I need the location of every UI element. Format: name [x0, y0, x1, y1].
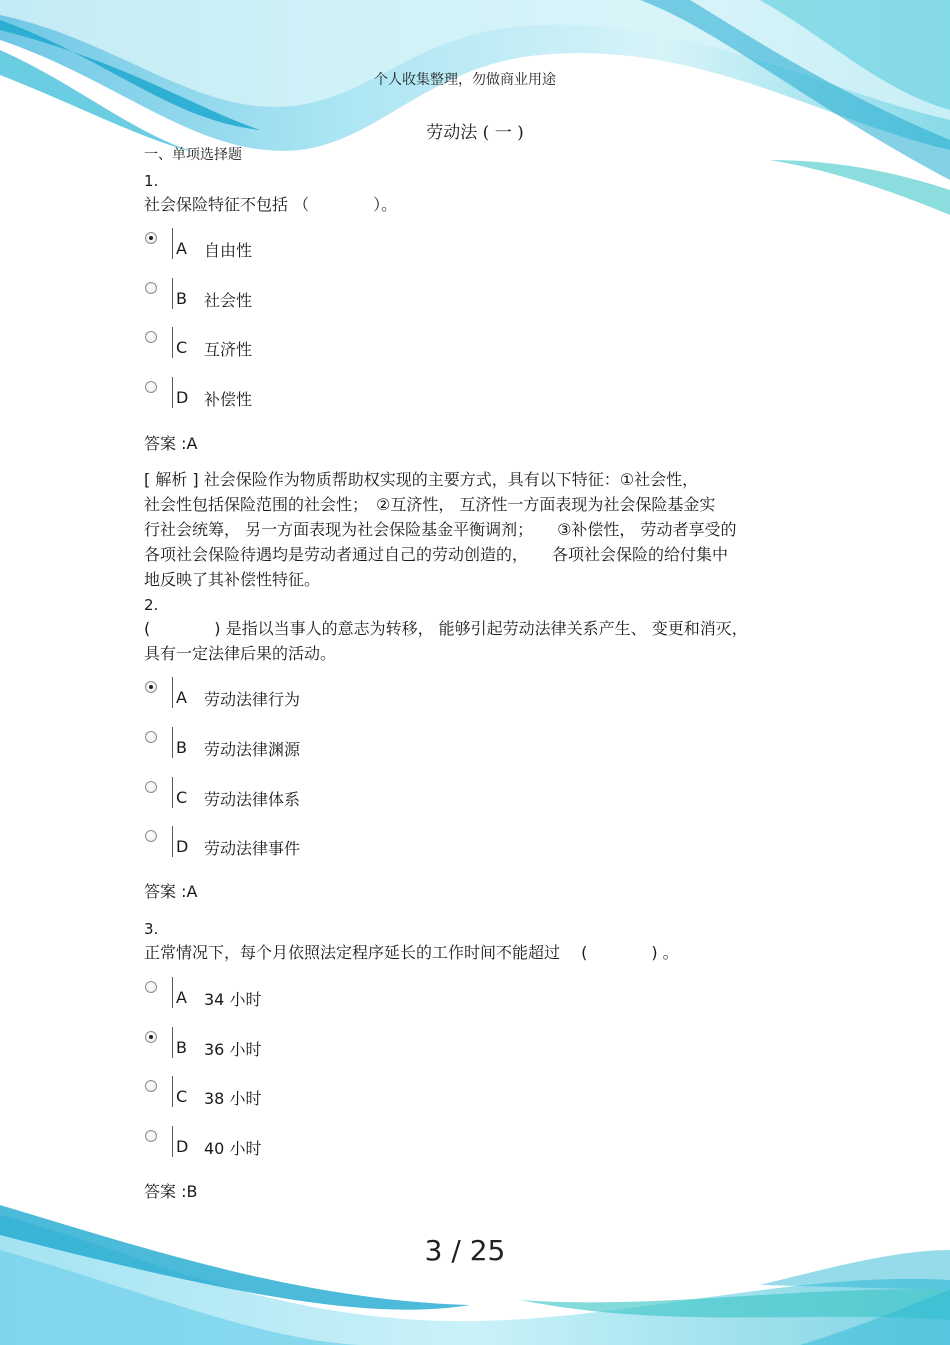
option-letter: D [176, 388, 189, 407]
option-letter: B [176, 738, 187, 757]
option-text: 劳动法律行为 [204, 690, 301, 709]
question-1-answer: 答案 :A [144, 434, 198, 453]
option-divider [172, 1126, 173, 1157]
radio-unselected-icon[interactable] [145, 331, 157, 343]
option-letter: A [176, 988, 187, 1007]
analysis-line: 各项社会保险待遇均是劳动者通过自己的劳动创造的， 各项社会保险的给付集中 [144, 545, 729, 564]
stem-line: ( ) 是指以当事人的意志为转移， 能够引起劳动法律关系产生、 变更和消灭， [144, 619, 748, 638]
option-text: 自由性 [204, 241, 253, 260]
option-letter: C [176, 788, 188, 807]
option-divider [172, 1076, 173, 1107]
option-divider [172, 777, 173, 808]
radio-unselected-icon[interactable] [145, 1130, 157, 1142]
header-note: 个人收集整理，勿做商业用途 [374, 72, 556, 88]
option-letter: A [176, 239, 187, 258]
radio-unselected-icon[interactable] [145, 282, 157, 294]
radio-unselected-icon[interactable] [145, 731, 157, 743]
option-text: 劳动法律渊源 [204, 740, 301, 759]
radio-selected-icon[interactable] [145, 232, 157, 244]
section-heading: 一、单项选择题 [144, 147, 242, 163]
option-letter: C [176, 1087, 188, 1106]
analysis-line: 地反映了其补偿性特征。 [144, 570, 321, 589]
page-indicator: 3 / 25 [424, 1234, 506, 1267]
question-3-number: 3. [144, 920, 159, 938]
question-2-answer: 答案 :A [144, 882, 198, 901]
option-letter: B [176, 289, 187, 308]
question-1-analysis [144, 467, 737, 592]
option-text: 38 小时 [204, 1089, 262, 1108]
option-letter: A [176, 688, 187, 707]
question-2-stem [144, 616, 748, 666]
radio-unselected-icon[interactable] [145, 381, 157, 393]
analysis-line: 行社会统筹， 另一方面表现为社会保险基金平衡调剂； ③补偿性， 劳动者享受的 [144, 520, 737, 539]
option-letter: C [176, 338, 188, 357]
option-letter: B [176, 1038, 187, 1057]
stem-line: 具有一定法律后果的活动。 [144, 644, 337, 663]
option-divider [172, 826, 173, 857]
option-letter: D [176, 837, 189, 856]
option-text: 34 小时 [204, 990, 262, 1009]
option-divider [172, 278, 173, 309]
option-text: 40 小时 [204, 1139, 262, 1158]
option-divider [172, 977, 173, 1008]
option-text: 互济性 [204, 340, 253, 359]
option-text: 劳动法律事件 [204, 839, 301, 858]
question-2-number: 2. [144, 596, 159, 614]
option-text: 36 小时 [204, 1040, 262, 1059]
question-1-number: 1. [144, 172, 159, 190]
option-divider [172, 327, 173, 358]
option-divider [172, 1027, 173, 1058]
option-letter: D [176, 1137, 189, 1156]
question-3-answer: 答案 :B [144, 1182, 198, 1201]
radio-unselected-icon[interactable] [145, 981, 157, 993]
option-text: 社会性 [204, 291, 253, 310]
radio-selected-icon[interactable] [145, 681, 157, 693]
option-divider [172, 377, 173, 408]
question-1-stem: 社会保险特征不包括 （ ）。 [144, 195, 398, 214]
option-divider [172, 727, 173, 758]
analysis-line: [ 解析 ] 社会保险作为物质帮助权实现的主要方式，具有以下特征：①社会性， [144, 470, 699, 489]
radio-unselected-icon[interactable] [145, 830, 157, 842]
option-text: 劳动法律体系 [204, 790, 301, 809]
option-divider [172, 228, 173, 259]
analysis-line: 社会性包括保险范围的社会性； ②互济性， 互济性一方面表现为社会保险基金实 [144, 495, 716, 514]
question-3-stem: 正常情况下，每个月依照法定程序延长的工作时间不能超过 ( ) 。 [144, 943, 679, 962]
radio-unselected-icon[interactable] [145, 781, 157, 793]
option-text: 补偿性 [204, 390, 253, 409]
radio-unselected-icon[interactable] [145, 1080, 157, 1092]
document-title: 劳动法 ( 一 ) [426, 123, 524, 143]
radio-selected-icon[interactable] [145, 1031, 157, 1043]
option-divider [172, 677, 173, 708]
